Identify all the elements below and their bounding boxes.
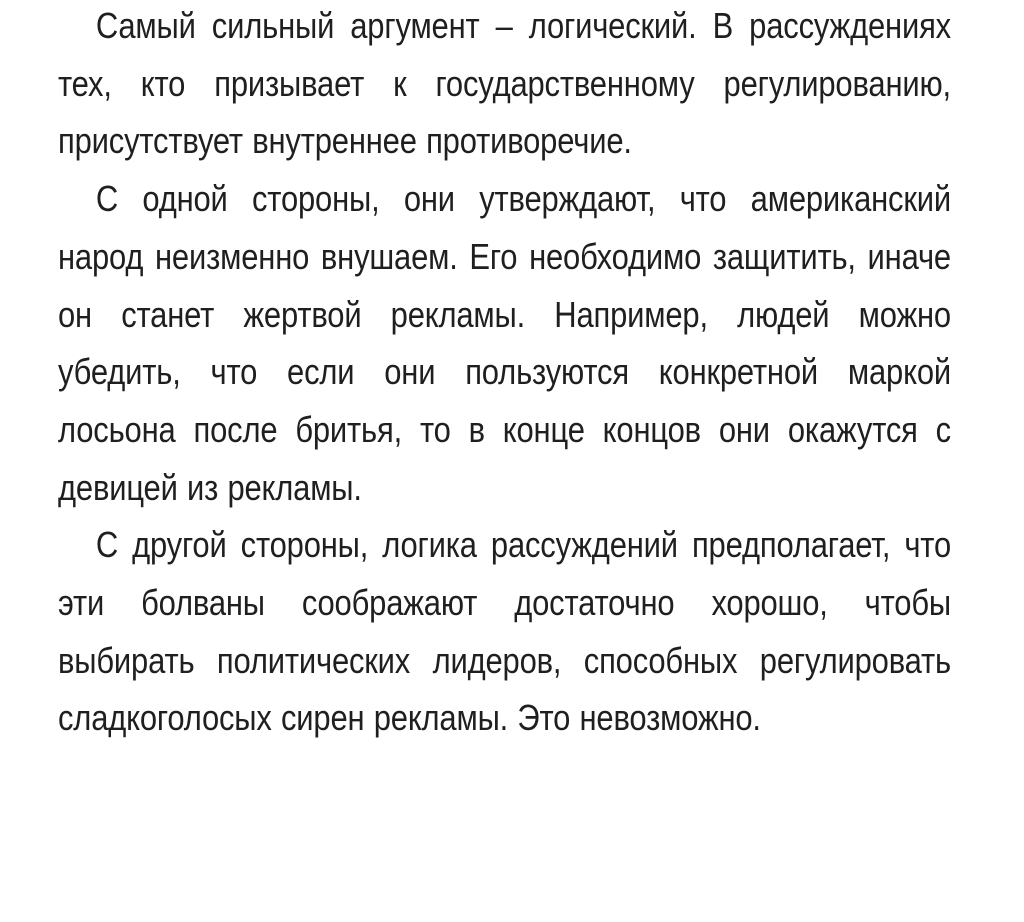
document-text <box>58 0 951 747</box>
paragraph-1: Самый сильный аргумент – логический. В рассуждениях тех, кто призывает к государственному регулированию, присутствует внутреннее противоречие. <box>58 5 951 162</box>
paragraph-3: С другой стороны, логика рассуждений предполагает, что эти болваны соображают достаточно хорошо, чтобы выбирать политических лидеров, способных регулировать сладкоголосых сирен рекламы. Это невозможно. <box>58 524 951 739</box>
paragraph-2: С одной стороны, они утверждают, что американский народ неизменно внушаем. Его необходимо защитить, иначе он станет жертвой рекламы. Например, людей можно убедить, что если они пользуются конкретной маркой лосьона после бритья, то в конце концов они окажутся с девицей из рекламы. <box>58 178 951 508</box>
